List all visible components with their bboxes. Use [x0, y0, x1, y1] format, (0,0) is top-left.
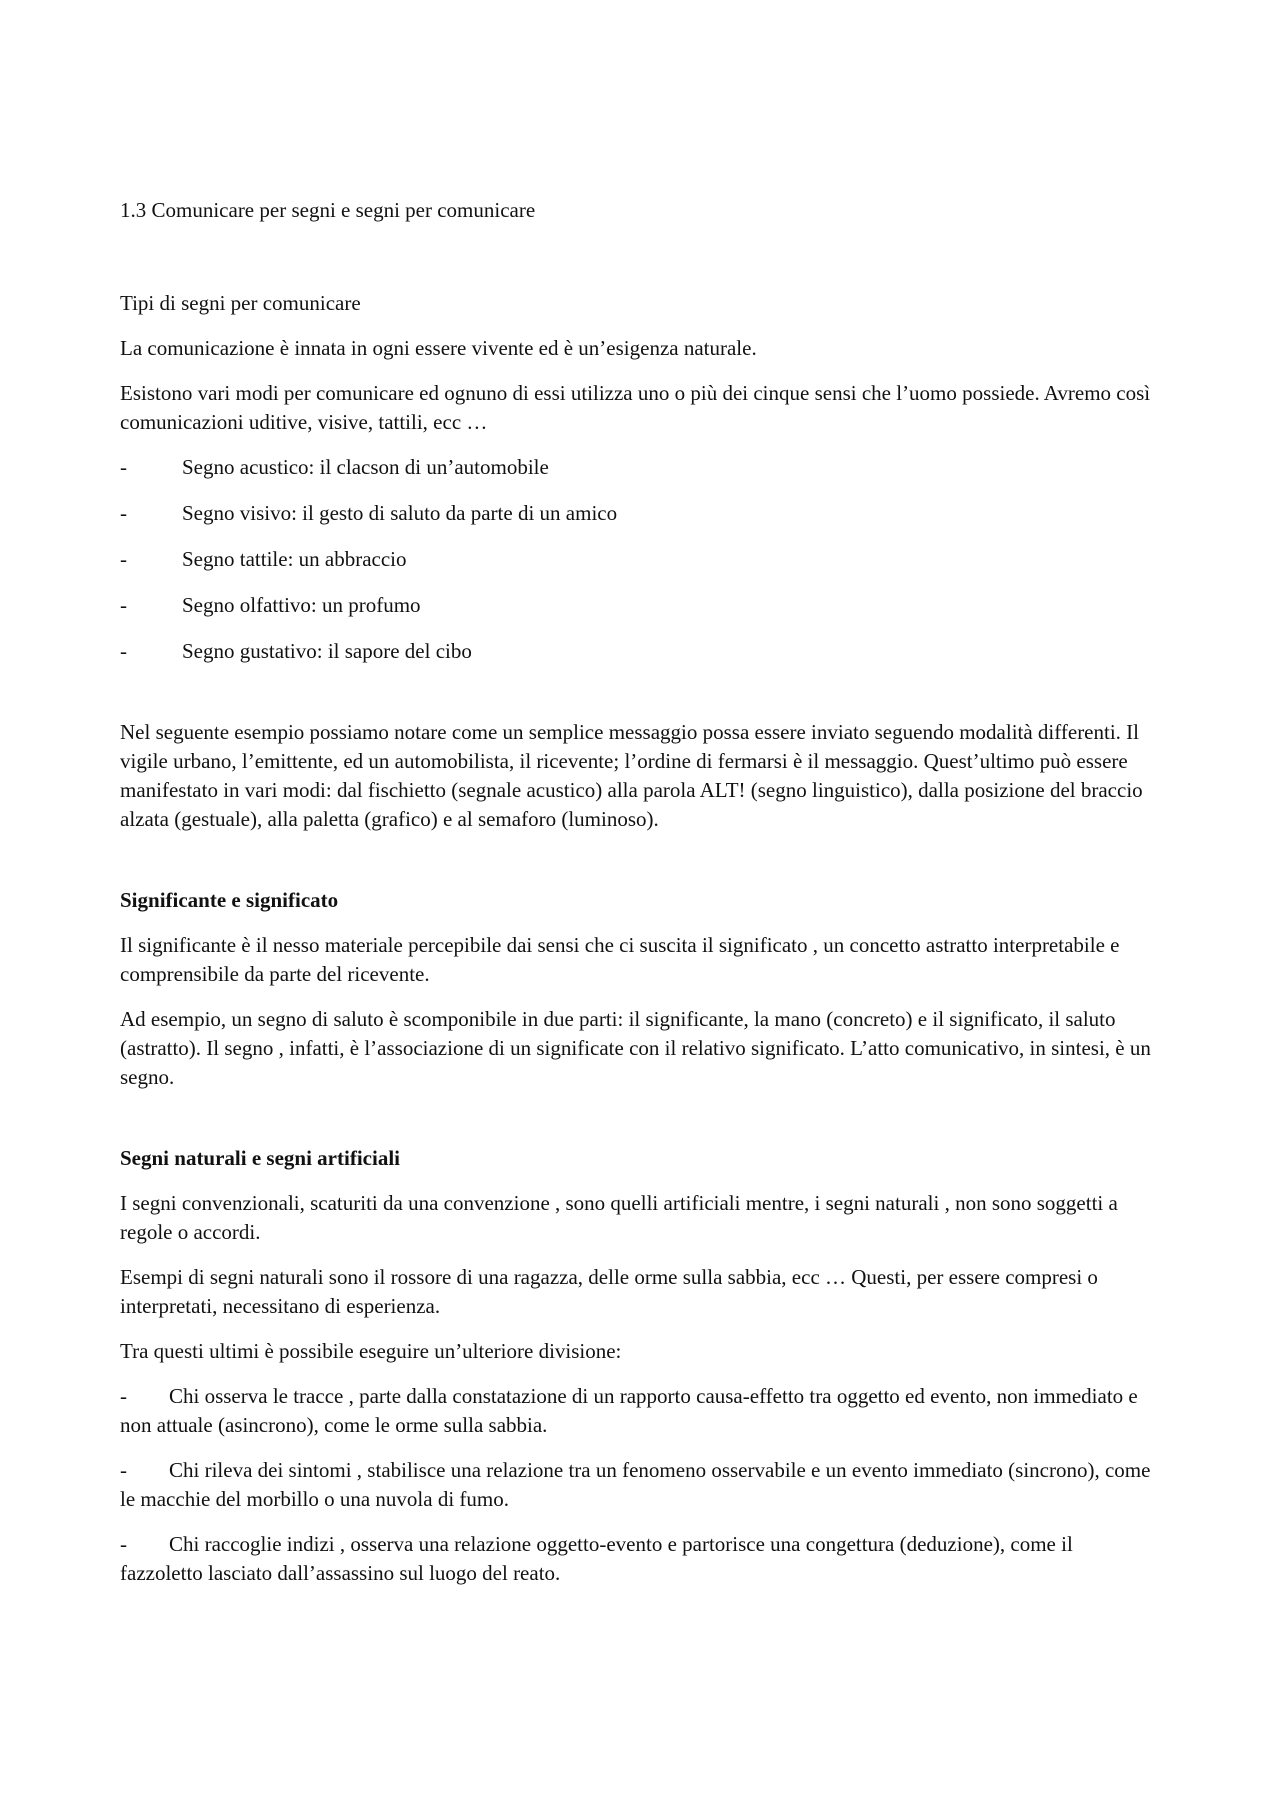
- list-item-text: Segno visivo: il gesto di saluto da parte di un amico: [182, 501, 618, 525]
- document-page: [120, 196, 1160, 1604]
- paragraph-esempio-saluto: Ad esempio, un segno di saluto è scomponibile in due parti: il significante, la mano (concreto) e il significato, il saluto (astratto). Il segno , infatti, è l’associazione di un significate con il relativo significato. L’atto comunicativo, in sintesi, è un segno.: [120, 1007, 1151, 1089]
- list-item-text: Chi rileva dei sintomi , stabilisce una relazione tra un fenomeno osservabile e un evento immediato (sincrono), come le macchie del morbillo o una nuvola di fumo.: [120, 1458, 1151, 1511]
- list-item: [120, 1530, 1160, 1588]
- list-item: [120, 1382, 1160, 1440]
- paragraph-esempi-naturali: Esempi di segni naturali sono il rossore di una ragazza, delle orme sulla sabbia, ecc … Questi, per essere compresi o interpretati, necessitano di esperienza.: [120, 1265, 1098, 1318]
- list-dash: -: [120, 547, 127, 571]
- senses-list: [120, 453, 1160, 666]
- paragraph-significante: Il significante è il nesso materiale percepibile dai sensi che ci suscita il significato , un concetto astratto interpretabile e comprensibile da parte del ricevente.: [120, 933, 1120, 986]
- list-dash: -: [120, 501, 127, 525]
- paragraph-esempio-vigile: Nel seguente esempio possiamo notare come un semplice messaggio possa essere inviato seguendo modalità differenti. Il vigile urbano, l’emittente, ed un automobilista, il ricevente; l’ordine di fermarsi è il messaggio. Quest’ultimo può essere manifestato in vari modi: dal fischietto (segnale acustico) alla parola ALT! (segno linguistico), dalla posizione del braccio alzata (gestuale), alla paletta (grafico) e al semaforo (luminoso).: [120, 720, 1143, 831]
- list-item-text: Segno olfattivo: un profumo: [182, 593, 421, 617]
- paragraph-innata: La comunicazione è innata in ogni essere vivente ed è un’esigenza naturale.: [120, 336, 757, 360]
- list-dash: -: [120, 1458, 127, 1482]
- list-dash: -: [120, 593, 127, 617]
- list-item-text: Chi osserva le tracce , parte dalla constatazione di un rapporto causa-effetto tra oggetto ed evento, non immediato e non attuale (asincrono), come le orme sulla sabbia.: [120, 1384, 1138, 1437]
- list-item: [120, 499, 1160, 528]
- list-item-text: Segno gustativo: il sapore del cibo: [182, 639, 472, 663]
- list-item-text: Segno tattile: un abbraccio: [182, 547, 407, 571]
- list-dash: -: [120, 1532, 127, 1556]
- list-item: [120, 591, 1160, 620]
- paragraph-sensi: Esistono vari modi per comunicare ed ognuno di essi utilizza uno o più dei cinque sensi che l’uomo possiede. Avremo così comunicazioni uditive, visive, tattili, ecc …: [120, 381, 1151, 434]
- heading-segni-naturali: Segni naturali e segni artificiali: [120, 1146, 400, 1170]
- list-item: [120, 453, 1160, 482]
- heading-significante: Significante e significato: [120, 888, 339, 912]
- list-dash: -: [120, 639, 127, 663]
- list-item-text: Segno acustico: il clacson di un’automobile: [182, 455, 549, 479]
- section-title: 1.3 Comunicare per segni e segni per comunicare: [120, 198, 536, 222]
- paragraph-divisione: Tra questi ultimi è possibile eseguire un’ulteriore divisione:: [120, 1339, 622, 1363]
- list-item-text: Chi raccoglie indizi , osserva una relazione oggetto-evento e partorisce una congettura (deduzione), come il fazzoletto lasciato dall’assassino sul luogo del reato.: [120, 1532, 1073, 1585]
- list-item: [120, 545, 1160, 574]
- list-item: [120, 637, 1160, 666]
- interpretation-list: [120, 1382, 1160, 1588]
- list-item: [120, 1456, 1160, 1514]
- list-dash: -: [120, 1384, 127, 1408]
- paragraph-convenzionali: I segni convenzionali, scaturiti da una convenzione , sono quelli artificiali mentre, i segni naturali , non sono soggetti a regole o accordi.: [120, 1191, 1118, 1244]
- subtitle-tipi-di-segni: Tipi di segni per comunicare: [120, 291, 361, 315]
- list-dash: -: [120, 455, 127, 479]
